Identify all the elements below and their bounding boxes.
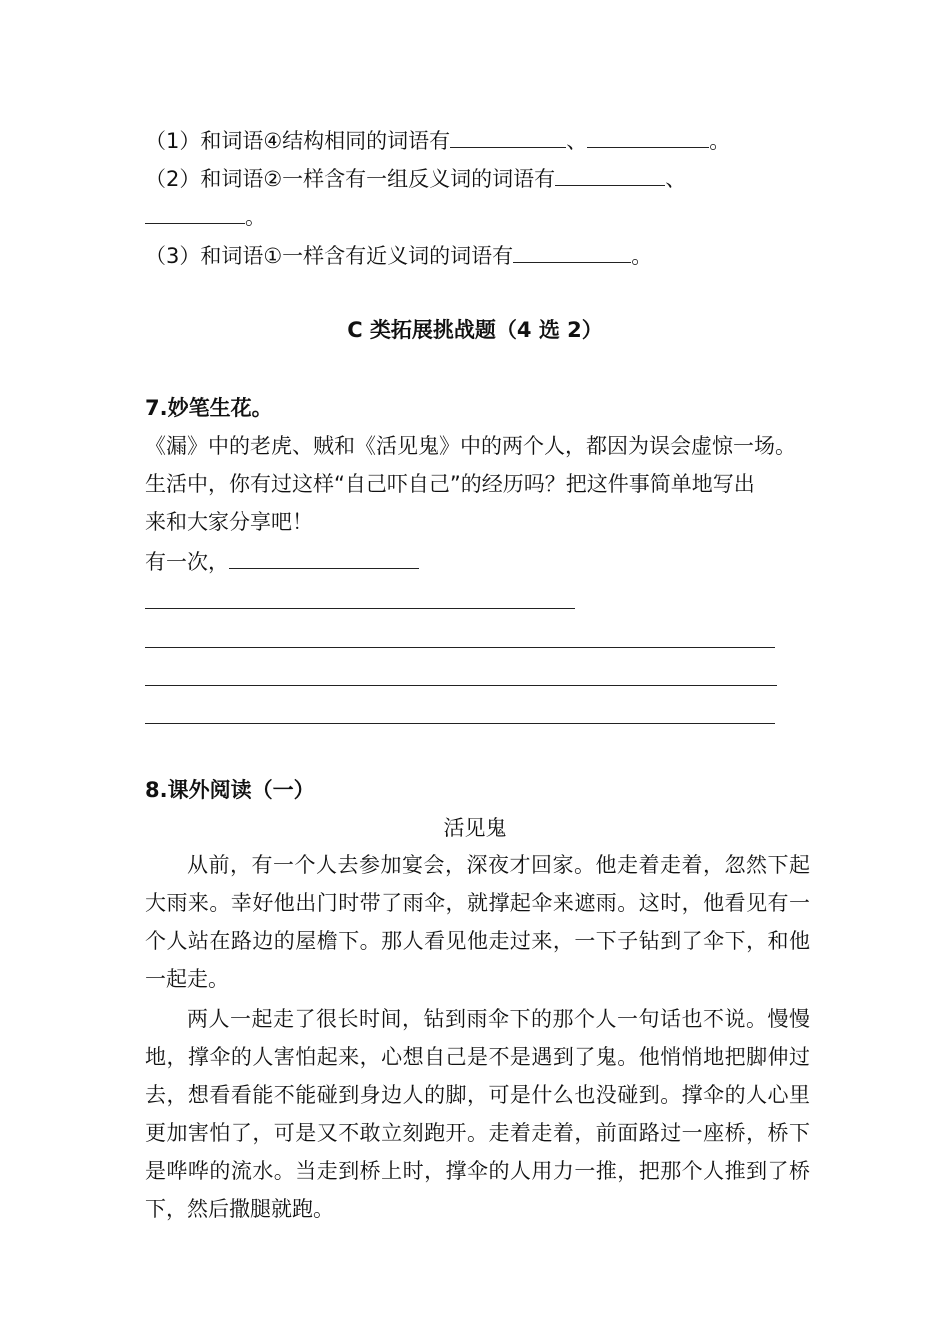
q7-prompt-line: 生活中，你有过这样“自己吓自己”的经历吗？把这件事简单地写出: [145, 472, 755, 496]
answer-blank[interactable]: [513, 240, 631, 263]
q7-start-text: 有一次，: [145, 550, 229, 574]
question-2: [145, 163, 686, 194]
story-paragraph: 从前，有一个人去参加宴会，深夜才回家。他走着走着，忽然下起大雨来。幸好他出门时带了雨伞，就撑起伞来遮雨。这时，他看见有一个人站在路边的屋檐下。那人看见他走过来，一下子钻到了伞下，和他一起走。: [145, 853, 810, 991]
writing-line[interactable]: [145, 608, 575, 609]
writing-line[interactable]: [145, 647, 775, 648]
answer-blank[interactable]: [587, 125, 709, 148]
q8-title: 8.课外阅读（一）: [145, 778, 315, 802]
question-3-text: （3）和词语①一样含有近义词的词语有: [145, 244, 514, 268]
story-paragraph: 两人一起走了很长时间，钻到雨伞下的那个人一句话也不说。慢慢地，撑伞的人害怕起来，心想自己是不是遇到了鬼。他悄悄地把脚伸过去，想看看能不能碰到身边人的脚，可是什么也没碰到。撑伞的人心里更加害怕了，可是又不敢立刻跑开。走着走着，前面路过一座桥，桥下是哗哗的流水。当走到桥上时，撑伞的人用力一推，把那个人推到了桥下，然后撒腿就跑。: [145, 1007, 810, 1221]
writing-line[interactable]: [145, 685, 777, 686]
q7-prompt-line: 《漏》中的老虎、贼和《活见鬼》中的两个人，都因为误会虚惊一场。: [145, 434, 796, 458]
period: 。: [245, 205, 266, 229]
period: 。: [709, 129, 731, 153]
separator: 、: [665, 167, 687, 191]
question-3: [145, 240, 652, 271]
question-2-continued: [145, 201, 266, 232]
answer-blank[interactable]: [555, 163, 665, 186]
answer-blank[interactable]: [145, 201, 245, 224]
separator: 、: [566, 129, 588, 153]
q7-prompt-line: 来和大家分享吧！: [145, 510, 313, 534]
section-c-title: C 类拓展挑战题（4 选 2）: [347, 318, 603, 342]
q7-title: 7.妙笔生花。: [145, 396, 273, 420]
writing-line[interactable]: [145, 723, 775, 724]
question-2-text: （2）和词语②一样含有一组反义词的词语有: [145, 167, 556, 191]
question-1: [145, 125, 730, 156]
question-1-text: （1）和词语④结构相同的词语有: [145, 129, 451, 153]
period: 。: [631, 244, 653, 268]
q7-start: [145, 546, 419, 577]
story-title: 活见鬼: [443, 816, 507, 840]
answer-blank[interactable]: [450, 125, 566, 148]
writing-blank[interactable]: [229, 546, 419, 569]
